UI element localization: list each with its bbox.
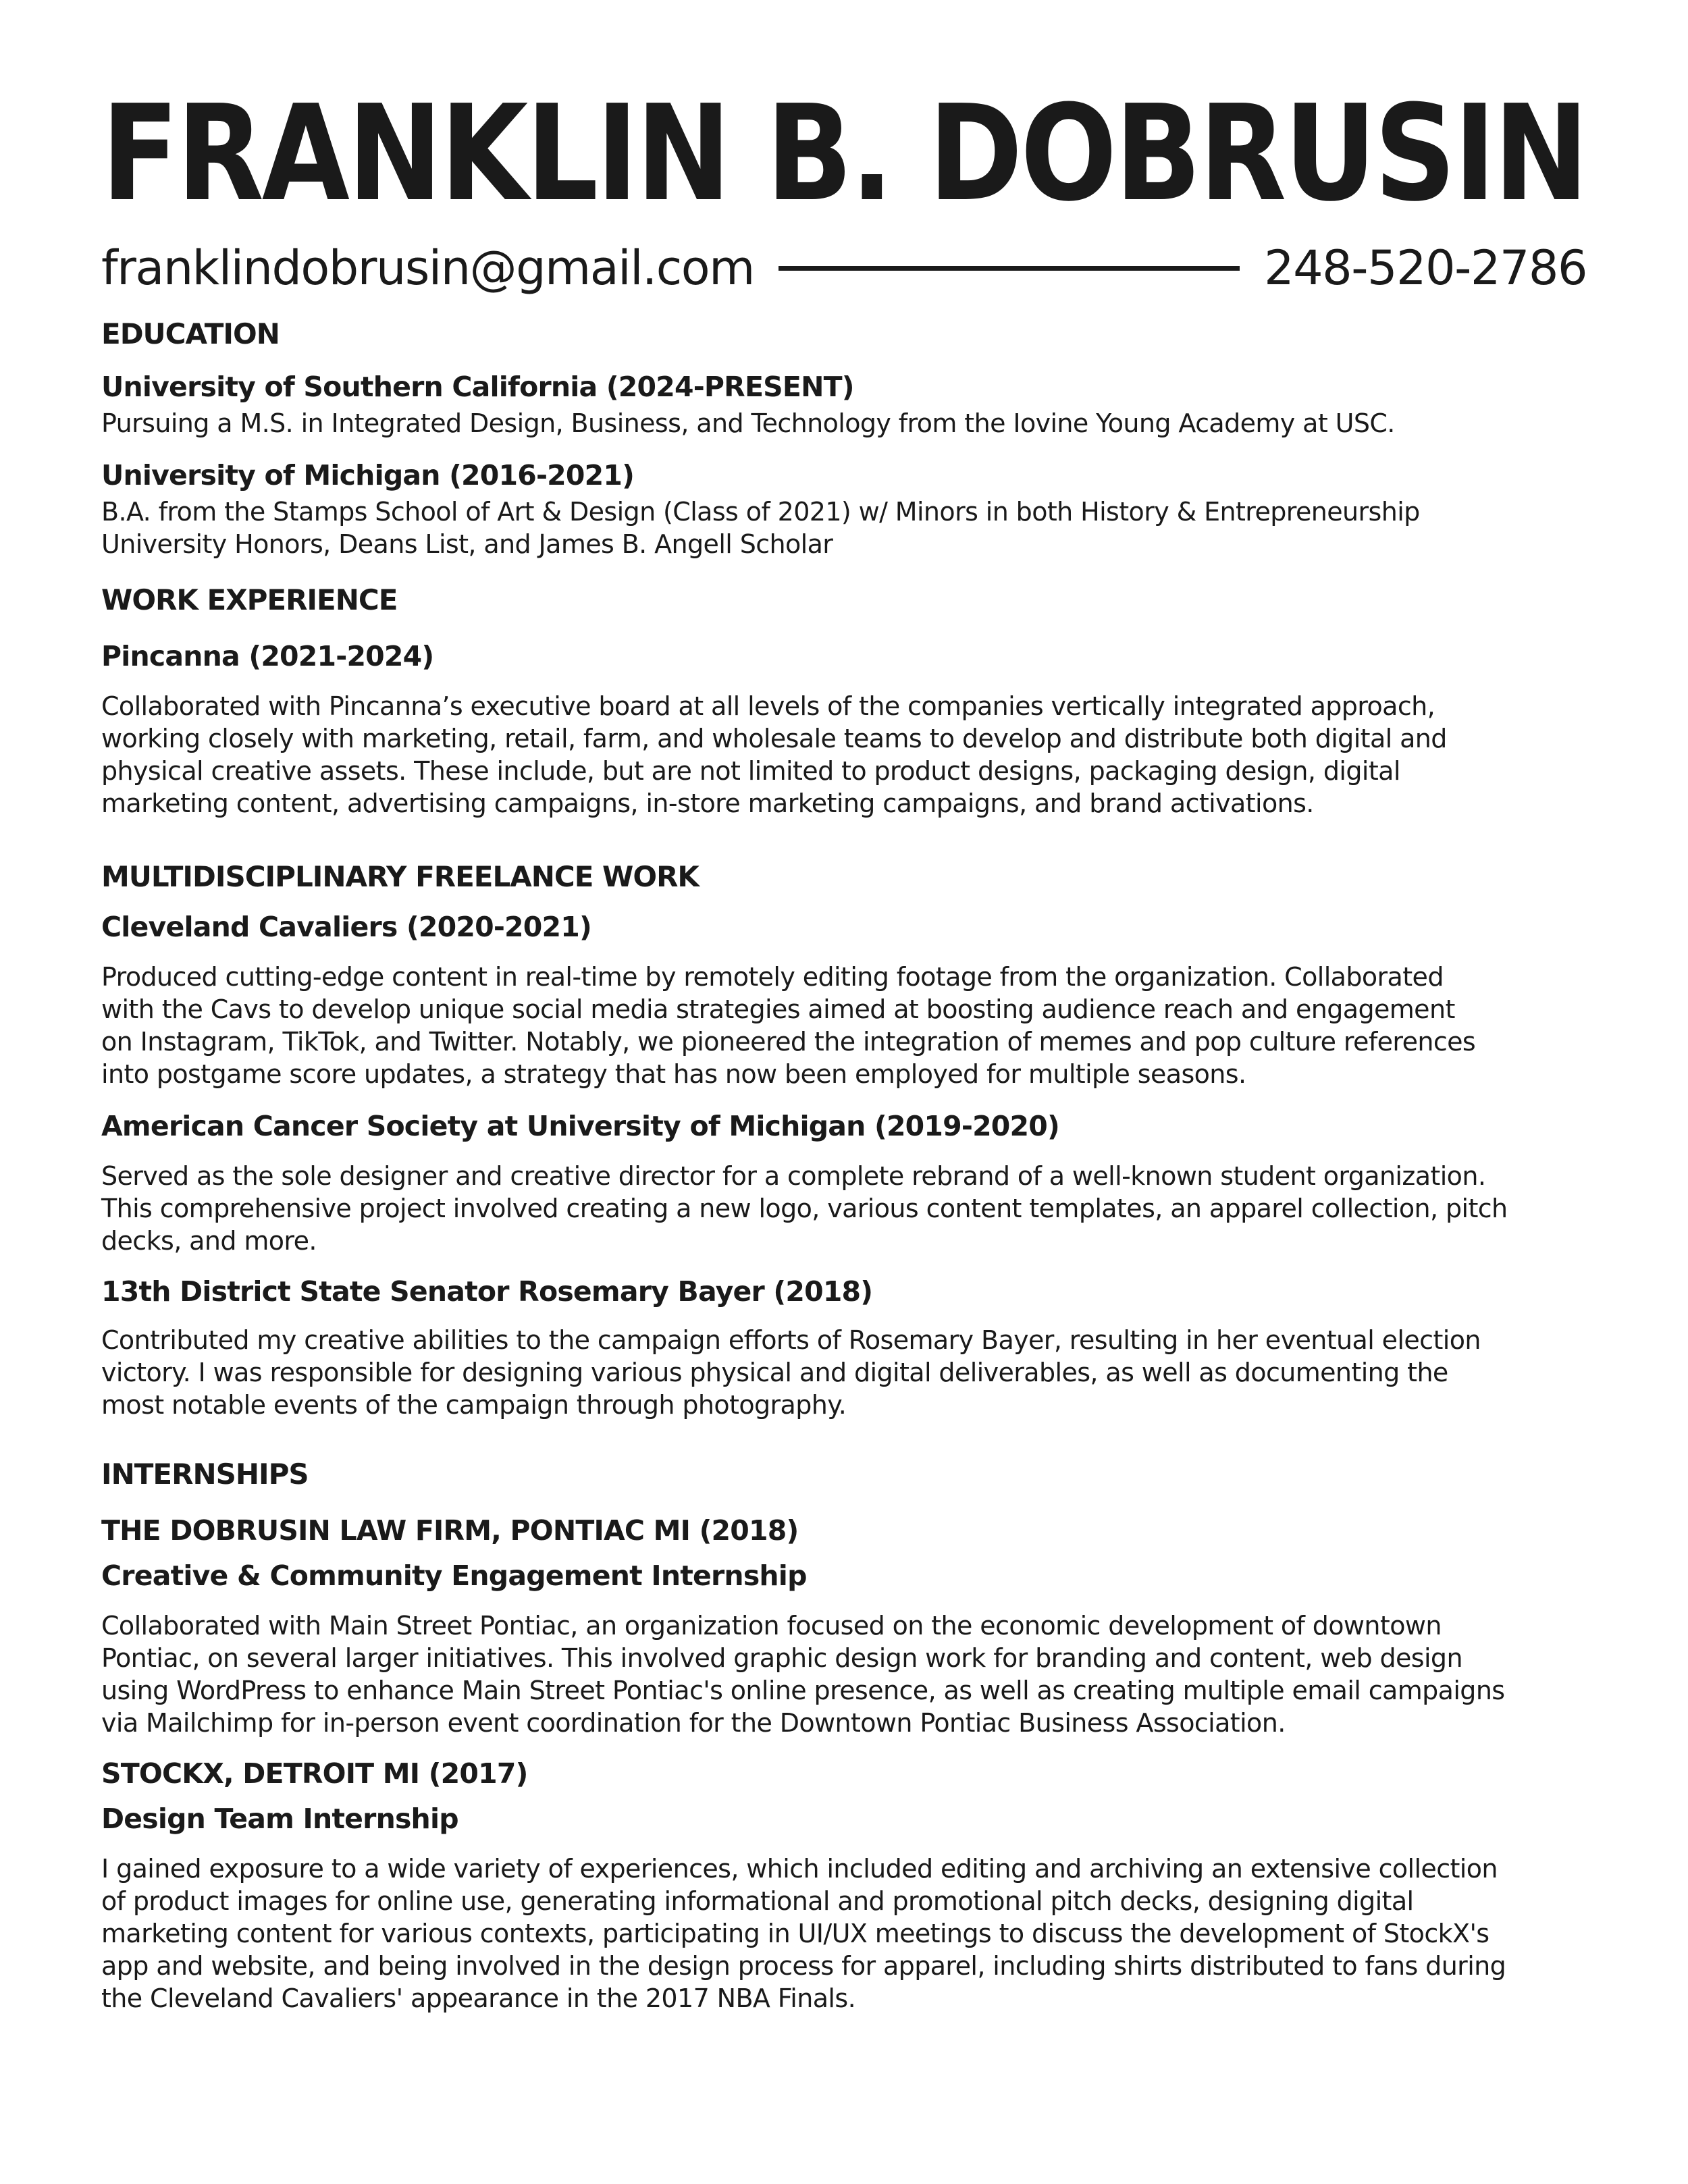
text-line: Pontiac, on several larger initiatives. This involved graphic design work for branding and content, web design <box>101 1643 1462 1673</box>
text-line: Pursuing a M.S. in Integrated Design, Business, and Technology from the Iovine Young Academy at USC. <box>101 408 1395 439</box>
text-line: Contributed my creative abilities to the campaign efforts of Rosemary Bayer, resulting in her eventual election <box>101 1325 1481 1356</box>
text-line: on Instagram, TikTok, and Twitter. Notably, we pioneered the integration of memes and pop culture references <box>101 1027 1476 1057</box>
text-line: the Cleveland Cavaliers' appearance in the 2017 NBA Finals. <box>101 1983 856 2014</box>
text-line: with the Cavs to develop unique social media strategies aimed at boosting audience reach and engagement <box>101 994 1455 1025</box>
text-line: I gained exposure to a wide variety of experiences, which included editing and archiving an extensive collection <box>101 1854 1498 1884</box>
freelance-item-title: Cleveland Cavaliers (2020-2021) <box>101 910 591 943</box>
email-address: franklindobrusin@gmail.com <box>101 240 754 296</box>
education-heading: EDUCATION <box>101 317 280 350</box>
text-line: marketing content, advertising campaigns, in-store marketing campaigns, and brand activations. <box>101 788 1314 818</box>
work-item-title: Pincanna (2021-2024) <box>101 639 434 672</box>
internships-heading: INTERNSHIPS <box>101 1458 309 1491</box>
text-line: via Mailchimp for in-person event coordination for the Downtown Pontiac Business Association. <box>101 1707 1286 1738</box>
internship-company: THE DOBRUSIN LAW FIRM, PONTIAC MI (2018) <box>101 1514 799 1547</box>
freelance-item-description <box>101 1324 1587 1421</box>
text-line: app and website, and being involved in the design process for apparel, including shirts distributed to fans during <box>101 1951 1506 1981</box>
text-line: of product images for online use, generating informational and promotional pitch decks, designing digital <box>101 1886 1414 1917</box>
work-heading: WORK EXPERIENCE <box>101 583 398 617</box>
text-line: Produced cutting-edge content in real-time by remotely editing footage from the organization. Collaborated <box>101 962 1444 992</box>
internship-role: Design Team Internship <box>101 1803 458 1836</box>
contact-divider <box>779 266 1240 271</box>
freelance-item-description <box>101 961 1587 1090</box>
text-line: marketing content for various contexts, participating in UI/UX meetings to discuss the development of StockX's <box>101 1919 1489 1949</box>
freelance-item-title: 13th District State Senator Rosemary Bayer (2018) <box>101 1275 873 1308</box>
education-item-description <box>101 496 1587 560</box>
text-line: decks, and more. <box>101 1226 317 1256</box>
text-line: most notable events of the campaign through photography. <box>101 1390 847 1420</box>
text-line: Collaborated with Main Street Pontiac, an organization focused on the economic development of downtown <box>101 1610 1442 1641</box>
text-line: B.A. from the Stamps School of Art & Design (Class of 2021) w/ Minors in both History & Entrepreneurship <box>101 497 1420 527</box>
internship-description <box>101 1609 1587 1739</box>
text-line: using WordPress to enhance Main Street Pontiac's online presence, as well as creating multiple email campaigns <box>101 1675 1505 1705</box>
work-item-description <box>101 690 1587 820</box>
internship-description <box>101 1853 1587 2015</box>
text-line: working closely with marketing, retail, farm, and wholesale teams to develop and distribute both digital and <box>101 723 1447 753</box>
education-item-title: University of Michigan (2016-2021) <box>101 459 635 492</box>
resume-name: FRANKLIN B. DOBRUSIN <box>101 77 1587 231</box>
text-line: victory. I was responsible for designing various physical and digital deliverables, as well as documenting the <box>101 1358 1448 1388</box>
text-line: This comprehensive project involved creating a new logo, various content templates, an apparel collection, pitch <box>101 1194 1508 1224</box>
text-line: Collaborated with Pincanna’s executive board at all levels of the companies vertically integrated approach, <box>101 691 1435 721</box>
resume-page <box>101 77 1587 2015</box>
education-item-title: University of Southern California (2024-PRESENT) <box>101 371 854 404</box>
freelance-item-description <box>101 1160 1587 1257</box>
internship-company: STOCKX, DETROIT MI (2017) <box>101 1757 528 1790</box>
freelance-item-title: American Cancer Society at University of Michigan (2019-2020) <box>101 1110 1059 1143</box>
freelance-heading: MULTIDISCIPLINARY FREELANCE WORK <box>101 859 699 893</box>
phone-number: 248-520-2786 <box>1264 240 1587 296</box>
contact-bar <box>101 240 1587 296</box>
text-line: Served as the sole designer and creative director for a complete rebrand of a well-known student organization. <box>101 1161 1486 1192</box>
education-item-description <box>101 407 1587 440</box>
text-line: University Honors, Deans List, and James B. Angell Scholar <box>101 529 833 560</box>
text-line: physical creative assets. These include, but are not limited to product designs, packaging design, digital <box>101 755 1400 786</box>
internship-role: Creative & Community Engagement Internship <box>101 1559 807 1592</box>
text-line: into postgame score updates, a strategy that has now been employed for multiple seasons. <box>101 1059 1246 1090</box>
